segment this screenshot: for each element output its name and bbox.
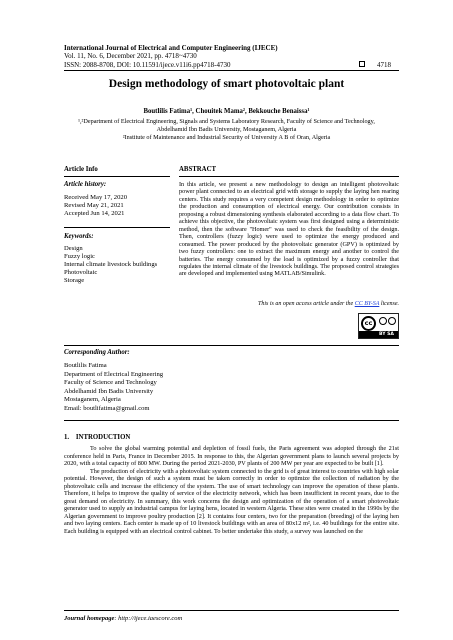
affiliation-2: ²Institute of Maintenance and Industrial Security of University A B of Oran, Algeria <box>122 134 331 141</box>
open-access-note <box>179 301 399 307</box>
footer-rule <box>64 610 399 611</box>
corresponding-line: Abdelhamid Ibn Badis University <box>64 387 154 395</box>
article-info-heading: Article Info <box>64 166 98 173</box>
keywords-label: Keywords: <box>64 233 94 240</box>
keyword-item: Design <box>64 245 83 252</box>
keywords-rule <box>64 227 170 228</box>
received-date: Received May 17, 2020 <box>64 194 127 201</box>
revised-date: Revised May 21, 2021 <box>64 202 124 210</box>
intro-paragraph-2: The production of electricity with a photovoltaic system connected to the grid is of great interest to countries with high solar potential. However, the design of such a system must be taken correctly in order to optimize the collection of radiation by the photovoltaic cells and increase the efficiency of the system. The use of smart technology can improve the operation of these plants. Therefore, it helps to improve the quality of service of the electricity network, which has been insufficient in recent years, due to the great demand on electricity. In summary, this work concerns the design and optimization of the operation of a smart photovoltaic generator used to supply an industrial campus for laying hens, located in western Algeria. These sites were created in the 1990s by the Algerian government to improve poultry production [2]. It contains four centers, two for the preparation (breeding) of the laying hen and two laying centers. Each center is made up of 10 livestock buildings with an area of 80x12 m², i.e. 40 buildings for the entire site. Each building is equipped with an electrical control cabinet. To better undertake this study, a survey was launched on the <box>64 467 399 535</box>
page-number: 4718 <box>377 61 391 69</box>
corresponding-line: Faculty of Science and Technology <box>64 379 157 387</box>
journal-issn: ISSN: 2088-8708, DOI: 10.11591/ijece.v11i6.pp4718-4730 <box>64 61 231 69</box>
journal-homepage[interactable] <box>64 615 182 622</box>
info-bottom-rule <box>64 420 399 421</box>
corresponding-rule <box>64 345 399 346</box>
header-rule <box>64 70 399 71</box>
license-link[interactable]: CC BY-SA <box>354 301 380 307</box>
article-history-label: Article history: <box>64 181 107 188</box>
keyword-item: Fuzzy logic <box>64 253 95 261</box>
paper-authors: Boutlilis Fatima¹, Chouitek Mama², Bekkouche Benaissa¹ <box>143 108 310 115</box>
paper-title: Design methodology of smart photovoltaic plant <box>108 78 345 90</box>
introduction-body <box>64 445 399 535</box>
journal-volume: Vol. 11, No. 6, December 2021, pp. 4718~4730 <box>64 52 197 60</box>
journal-name: International Journal of Electrical and Computer Engineering (IJECE) <box>64 44 278 52</box>
keyword-item: Internal climate livestock buildings <box>64 261 158 269</box>
abstract-heading: ABSTRACT <box>179 166 217 173</box>
section-heading-introduction: 1. INTRODUCTION <box>64 434 131 441</box>
affiliation-1b: Abdelhamid Ibn Badis University, Mostaganem, Algeria <box>156 126 297 133</box>
footer-url: : http://ijece.iaescore.com <box>114 615 183 622</box>
abstract-rule <box>179 176 399 177</box>
article-info-rule <box>64 176 170 177</box>
accepted-date: Accepted Jun 14, 2021 <box>64 210 125 218</box>
corresponding-line: Boutlilis Fatima <box>64 362 107 369</box>
affiliation-1: ¹,²Department of Electrical Engineering, Signals and Systems Laboratory Research, Faculty of Science and Technology, <box>78 118 375 125</box>
cc-icon: cc <box>361 316 376 331</box>
corresponding-heading: Corresponding Author: <box>64 349 130 356</box>
keyword-item: Storage <box>64 277 85 285</box>
article-history <box>64 194 170 218</box>
license-suffix: license. <box>380 301 399 307</box>
license-prefix: This is an open access article under the <box>258 301 354 307</box>
cc-by-sa-badge[interactable] <box>358 313 399 339</box>
corresponding-email: Email: boutlifatima@gmail.com <box>64 404 150 412</box>
corresponding-details <box>64 362 264 414</box>
keywords-list <box>64 245 174 285</box>
share-alike-icon <box>388 317 396 325</box>
square-icon <box>359 61 365 67</box>
license-badge-label: BY SA <box>359 331 398 338</box>
corresponding-line: Department of Electrical Engineering <box>64 370 164 378</box>
abstract-text: In this article, we present a new methodology to design an intelligent photovoltaic power plant connected to an electrical grid with storage to supply the laying hen rearing centers. This study requires a very competent design methodology in order to optimize the production and consumption of electrical energy. Our contribution consists in proposing a robust dimensioning synthesis elaborated according to a data flow chart. To achieve this objective, the photovoltaic system was first designed using a deterministic method, then the software "Homer" was used to check the feasibility of the design. Then, controllers (fuzzy logic) were used to optimize the energy produced and consumed. The power produced by the photovoltaic generator (GPV) is optimized by two fuzzy controllers: one to extract the maximum energy and another to control the batteries. The energy consumed by the load is optimized by a fuzzy controller that regulates the internal climate of the livestock buildings. The proposed control strategies are developed and implemented using MATLAB/Simulink. <box>179 181 399 278</box>
corresponding-line: Mostaganem, Algeria <box>64 396 121 404</box>
intro-paragraph-1: To solve the global warming potential and depletion of fossil fuels, the Paris agreement was adopted through the 21st conference held in Paris, France in December 2015. In response to this, the Algerian government plans to launch several projects by 2020, with a total capacity of 800 MW. During the period 2021-2030, PV plants of 200 MW per year are expected to be built [1]. <box>64 445 399 467</box>
footer-label: Journal homepage <box>64 615 115 622</box>
keyword-item: Photovoltaic <box>64 269 98 277</box>
attribution-icon <box>379 317 387 325</box>
